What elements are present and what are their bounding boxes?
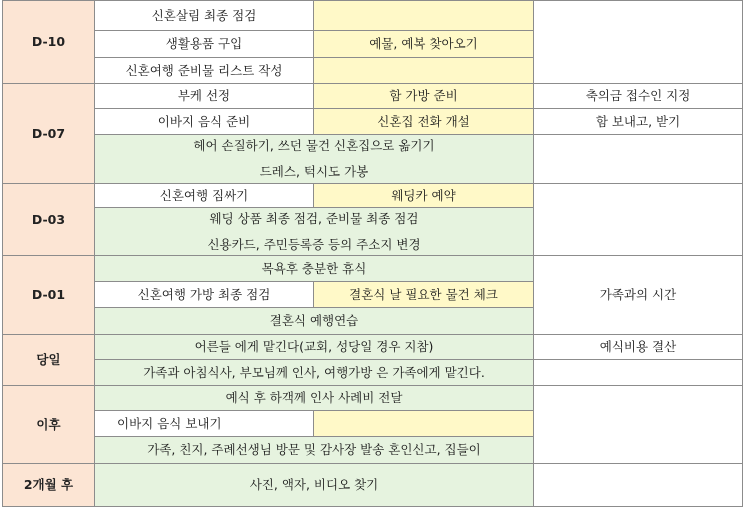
task-cell-wide [94,134,534,184]
task-cell-wide: 예식 후 하객께 인사 사례비 전달 [94,385,534,411]
label-d10: D-10 [2,0,95,84]
task-cell: 신혼여행 짐싸기 [94,183,314,208]
task-cell-empty [313,57,534,84]
label-after: 이후 [2,385,95,464]
task-cell: 예물, 예복 찾아오기 [313,30,534,58]
task-line: 드레스, 턱시도 가봉 [259,164,369,179]
task-cell-wide: 사진, 액자, 비디오 찾기 [94,463,534,507]
task-cell: 신혼여행 가방 최종 점검 [94,281,314,308]
task-cell-wide: 결혼식 예행연습 [94,307,534,335]
task-cell: 신혼여행 준비물 리스트 작성 [94,57,314,84]
task-cell-empty [533,385,743,464]
task-cell-wide: 가족과 아침식사, 부모님께 인사, 여행가방 은 가족에게 맡긴다. [94,359,534,386]
task-cell-wide [94,207,534,256]
task-cell: 결혼식 날 필요한 물건 체크 [313,281,534,308]
task-line: 신용카드, 주민등록증 등의 주소지 변경 [207,236,421,252]
task-cell: 축의금 접수인 지정 [533,83,743,109]
task-cell-wide: 어른들 에게 맡긴다(교회, 성당일 경우 지참) [94,334,534,360]
task-cell-empty [313,0,534,31]
label-two-months: 2개월 후 [2,463,95,507]
label-d03: D-03 [2,183,95,256]
task-cell-empty [313,410,534,437]
task-cell-empty [533,183,743,256]
task-cell: 이바지 음식 보내기 [94,410,314,437]
task-line: 헤어 손질하기, 쓰던 물건 신혼집으로 옮기기 [193,138,435,153]
task-cell: 가족과의 시간 [533,255,743,335]
task-cell-wide: 가족, 친지, 주례선생님 방문 및 감사장 발송 혼인신고, 집들이 [94,436,534,464]
task-cell: 함 보내고, 받기 [533,108,743,135]
label-d01: D-01 [2,255,95,335]
task-cell: 예식비용 결산 [533,334,743,360]
task-cell: 부케 선정 [94,83,314,109]
task-cell-empty [533,0,743,84]
task-cell-empty [533,134,743,184]
task-cell: 신혼집 전화 개설 [313,108,534,135]
task-cell: 함 가방 준비 [313,83,534,109]
task-cell-empty [533,463,743,507]
task-cell-empty [533,359,743,386]
task-cell: 웨딩카 예약 [313,183,534,208]
task-line: 웨딩 상품 최종 점검, 준비물 최종 점검 [209,210,419,226]
label-d07: D-07 [2,83,95,184]
task-cell-wide: 목욕후 충분한 휴식 [94,255,534,282]
task-cell: 신혼살림 최종 점검 [94,0,314,31]
label-day: 당일 [2,334,95,386]
task-cell: 생활용품 구입 [94,30,314,58]
task-cell: 이바지 음식 준비 [94,108,314,135]
